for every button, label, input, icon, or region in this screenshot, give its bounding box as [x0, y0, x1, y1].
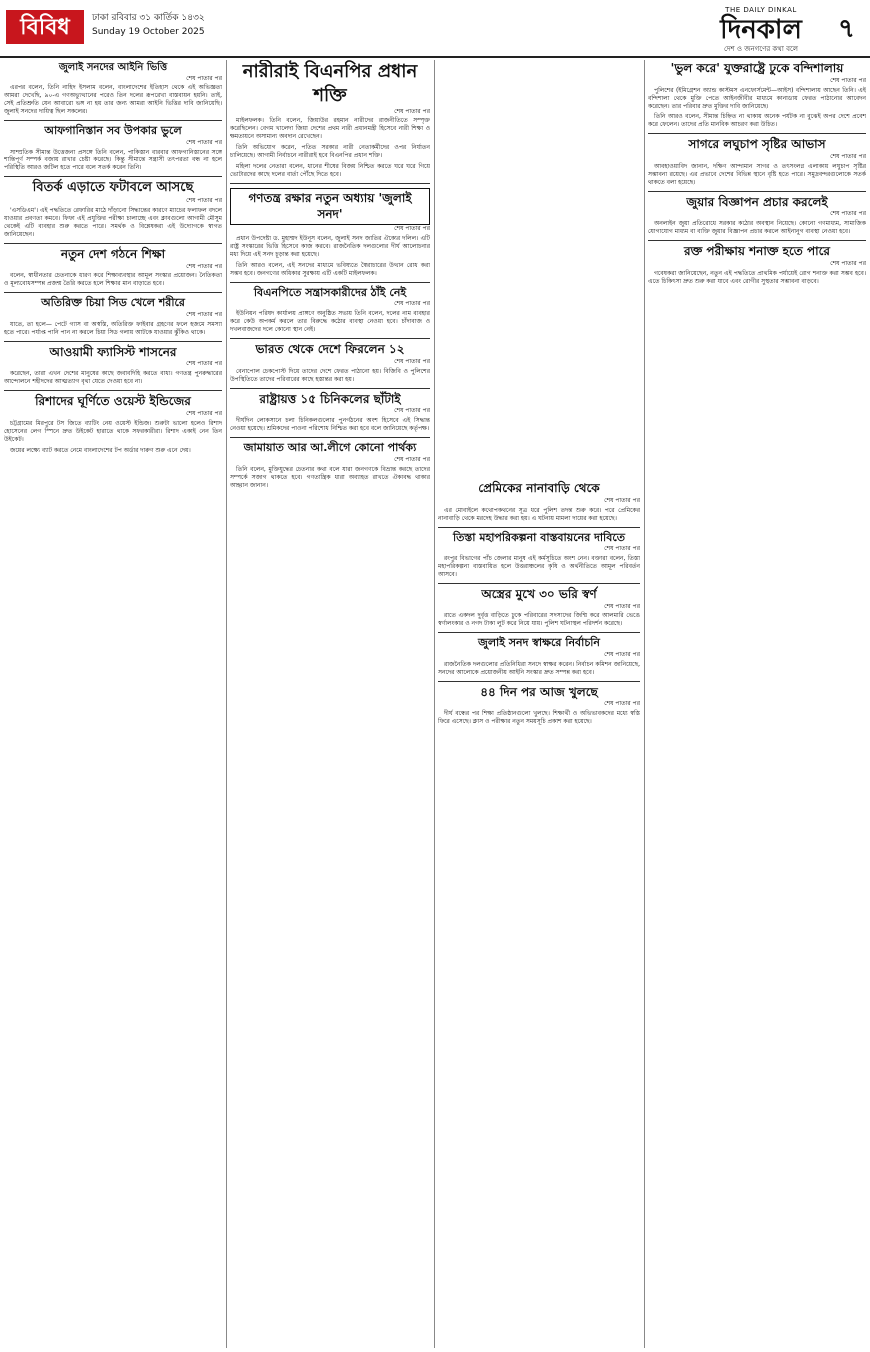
headline-teesta-plan: তিস্তা মহাপরিকল্পনা বাস্তবায়নের দাবিতে: [453, 530, 625, 544]
continued-label: শেষ পাতার পর: [186, 310, 222, 318]
article-body: রাজনৈতিক দলগুলোর প্রতিনিধিরা সনদে স্বাক্ষর করেন। নির্বাচন কমিশন জানিয়েছে, সনদের আলোকে প্রয়োজনীয় আইনি সংস্কার দ্রুত সম্পন্ন করা হবে।: [438, 660, 640, 676]
continued-label: শেষ পাতার পর: [604, 650, 640, 658]
divider: [438, 527, 640, 528]
paper-slogan: দেশ ও জনগণের কথা বলে: [723, 45, 799, 54]
article-body: চট্টগ্রামের মিরপুরে টস জিতে ব্যাটিং নেয় ওয়েস্ট ইন্ডিজ। শুরুটা ভালো হলেও রিশাদ হোসেনের লেগ স্পিনে দ্রুত উইকেট হারাতে থাকে সফরকারীরা। রিশাদ একাই নেন তিন উইকেট।: [4, 419, 222, 443]
continued-label: শেষ পাতার পর: [394, 455, 430, 463]
continued-label: শেষ পাতার পর: [830, 76, 866, 84]
headline-returned-from-india: ভারত থেকে দেশে ফিরলেন ১২: [255, 342, 405, 357]
headline-us-detention: 'ভুল করে' যুক্তরাষ্ট্রে ঢুকে বন্দিশালায়: [670, 61, 844, 75]
article-body: সাম্প্রতিক সীমান্ত উত্তেজনা প্রসঙ্গে তিনি বলেন, পাকিস্তান বারবার আফগানিস্তানের সঙ্গে শান্তিপূর্ণ সম্পর্ক বজায় রাখার চেষ্টা করেছে। কিন্তু সীমান্তে সন্ত্রাসী তৎপরতা বন্ধ না হলে পরিস্থিতি আরও জটিল হতে পারে বলে সতর্ক করেন তিনি।: [4, 148, 222, 172]
article-body: মহিলা দলের নেতারা বলেন, ধানের শীষের বিজয় নিশ্চিত করতে ঘরে ঘরে গিয়ে ভোটারদের কাছে দলের বার্তা পৌঁছে দিতে হবে।: [230, 162, 430, 178]
divider: [230, 338, 430, 339]
article-body: বলেন, স্বাধীনতার চেতনাকে ধারণ করে শিক্ষাব্যবস্থার আমূল সংস্কার প্রয়োজন। নৈতিকতা ও মূল্যবোধসম্পন্ন প্রজন্ম তৈরি করতে হলে শিক্ষার মান বাড়াতে হবে।: [4, 272, 222, 288]
headline-gold-robbery: অস্ত্রের মুখে ৩০ ভরি স্বর্ণ: [481, 586, 597, 601]
headline-jamaat-awami: জামায়াত আর আ.লীগে কোনো পার্থক্য: [243, 441, 417, 455]
article-body: 'এসডিএম'। এই পদ্ধতিতে রেফারির মাঠে দাঁড়ানো সিদ্ধান্তের কারণে ম্যাচের ফলাফল বদলে যাওয়ার প্রবণতা কমবে। ফিফা এই প্রযুক্তির পরীক্ষা চালাচ্ছে এবং ক্লাবগুলো আগামী মৌসুম থেকেই এটি ব্যবহার শুরু করতে পারে। সমর্থক ও বিশ্লেষকরা এই উদ্যোগকে স্বাগত জানিয়েছেন।: [4, 207, 222, 238]
article-body: দীর্ঘ বন্ধের পর শিক্ষা প্রতিষ্ঠানগুলো খুলছে। শিক্ষার্থী ও অভিভাবকদের মধ্যে স্বস্তি ফিরে এসেছে। ক্লাস ও পরীক্ষার নতুন সময়সূচি প্রকাশ করা হয়েছে।: [438, 710, 640, 726]
divider: [438, 681, 640, 682]
continued-label: শেষ পাতার পর: [604, 602, 640, 610]
page-number: ৭: [838, 14, 855, 44]
continued-label: শেষ পাতার পর: [186, 197, 222, 205]
article-body: রংপুর বিভাগের পাঁচ জেলার মানুষ এই কর্মসূচিতে অংশ নেন। বক্তারা বলেন, তিস্তা মহাপরিকল্পনা বাস্তবায়িত হলে উত্তরাঞ্চলের কৃষি ও অর্থনীতিতে আমূল পরিবর্তন আসবে।: [438, 555, 640, 578]
headline-lover-grandparents: প্রেমিকের নানাবাড়ি থেকে: [478, 481, 600, 495]
headline-chia-seed: অতিরিক্ত চিয়া সিড খেলে শরীরে: [41, 296, 185, 310]
column-left: [4, 60, 222, 1348]
article-body: বেনাপোল চেকপোস্ট দিয়ে তাদের দেশে ফেরত পাঠানো হয়। বিজিবি ও পুলিশের উপস্থিতিতে তাদের পরিবারের কাছে হস্তান্তর করা হয়।: [230, 367, 430, 383]
continued-label: শেষ পাতার পর: [604, 700, 640, 708]
paper-name-bangla: দিনকাল: [720, 15, 802, 46]
continued-label: শেষ পাতার পর: [186, 74, 222, 82]
divider: [4, 176, 222, 177]
continued-label: শেষ পাতার পর: [186, 360, 222, 368]
headline-july-charter-legal: জুলাই সনদের আইনি ভিত্তি: [58, 62, 168, 73]
continued-label: শেষ পাতার পর: [830, 210, 866, 218]
headline-education: নতুন দেশ গঠনে শিক্ষা: [60, 246, 166, 261]
divider: [230, 388, 430, 389]
date-bangla: ঢাকা রবিবার ৩১ কার্তিক ১৪৩২: [92, 13, 205, 23]
article-body: তিনি বলেন, মুক্তিযুদ্ধের চেতনার কথা বলে যারা জনগণকে বিভ্রান্ত করছে তাদের সম্পর্কে সজাগ থাকতে হবে। গণতান্ত্রিক ধারা অব্যাহত রাখতে ঐক্যবদ্ধ থাকার আহ্বান জানান।: [230, 465, 430, 489]
divider: [648, 240, 866, 241]
paper-name-english: THE DAILY DINKAL: [725, 6, 797, 14]
continued-label: শেষ পাতার পর: [186, 138, 222, 146]
article-body: তিনি আরও বলেন, সীমান্ত চিহ্নিত না থাকায় অনেক পর্যটক না বুঝেই অপর দেশে প্রবেশ করে ফেলেন। তাদের প্রতি মানবিক আচরণ করা উচিত।: [648, 113, 866, 129]
article-body: তিনি আরও বলেন, এই সনদের মাধ্যমে ভবিষ্যতে স্বৈরাচারের উত্থান রোধ করা সম্ভব হবে। জনগণের অধিকার সুরক্ষায় এটি একটি মাইলফলক।: [230, 262, 430, 277]
column-center-left: [230, 60, 430, 1348]
column-center-right: [438, 60, 640, 1348]
headline-afghanistan: আফগানিস্তান সব উপকার ভুলে: [44, 124, 182, 138]
divider: [230, 437, 430, 438]
article-body: মাইলফলক। তিনি বলেন, জিয়াউর রহমান নারীদের রাজনীতিতে সম্পৃক্ত করেছিলেন। বেগম খালেদা জিয়া দেশের প্রথম নারী প্রধানমন্ত্রী হিসেবে নারী শিক্ষা ও ক্ষমতায়নে অসামান্য অবদান রেখেছেন।: [230, 117, 430, 141]
article-body: পুলিশের (ইমিগ্রেশন অ্যান্ড কাস্টমস এনফোর্সমেন্ট—আইস) বন্দিশালায় আছেন তিনি। এই বন্দিশালা থেকে মুক্তি পেতে আইনজীবীর মাধ্যমে কানাডায় ফেরত পাঠানোর আবেদন করেছেন। তার পরিবার দ্রুত মুক্তির দাবি জানিয়েছে।: [648, 86, 866, 110]
section-badge: বিবিধ: [6, 10, 84, 44]
continued-label: শেষ পাতার পর: [394, 357, 430, 365]
continued-label: শেষ পাতার পর: [394, 225, 430, 233]
article-body: গবেষকরা জানিয়েছেন, নতুন এই পদ্ধতিতে প্রাথমিক পর্যায়েই রোগ শনাক্ত করা সম্ভব হবে। এতে চিকিৎসা দ্রুত শুরু করা যাবে এবং রোগীর সুস্থতার সম্ভাবনা বাড়বে।: [648, 269, 866, 285]
headline-charter-signing: জুলাই সনদ স্বাক্ষরে নির্বাচনি: [478, 636, 600, 650]
continued-label: শেষ পাতার পর: [186, 409, 222, 417]
column-right: [648, 60, 866, 1348]
continued-label: শেষ পাতার পর: [604, 496, 640, 504]
continued-label: শেষ পাতার পর: [604, 545, 640, 553]
column-divider: [226, 60, 227, 1348]
article-body: তিনি অভিযোগ করেন, পতিত সরকার নারী নেতাকর্মীদের ওপর নির্যাতন চালিয়েছে। আগামী নির্বাচনে নারীরাই হবে বিএনপির প্রধান শক্তি।: [230, 144, 430, 160]
article-body: প্রধান উপদেষ্টা ড. মুহাম্মদ ইউনূস বলেন, জুলাই সনদ জাতির ঐক্যের দলিল। এটি রাষ্ট্র সংস্কারের ভিত্তি হিসেবে কাজ করবে। রাজনৈতিক দলগুলোর দীর্ঘ আলোচনার মধ্য দিয়ে এই সনদ চূড়ান্ত করা হয়েছে।: [230, 235, 430, 259]
paper-logo: [688, 6, 834, 54]
continued-label: শেষ পাতার পর: [186, 262, 222, 270]
headline-awami-fascist: আওয়ামী ফ্যাসিস্ট শাসনের: [49, 344, 177, 359]
column-divider: [434, 60, 435, 1348]
article-body: এর মোবাইলে কথোপকথনের সূত্র ধরে পুলিশ তদন্ত শুরু করে। পরে প্রেমিকের নানাবাড়ি থেকে মরদেহ উদ্ধার করা হয়। এ ঘটনায় মামলা দায়ের করা হয়েছে।: [438, 506, 640, 522]
continued-label: শেষ পাতার পর: [394, 300, 430, 308]
continued-label: শেষ পাতার পর: [830, 259, 866, 267]
article-body: ইউনিয়ন পরিষদ কার্যালয় প্রাঙ্গণে অনুষ্ঠিত সভায় তিনি বলেন, দলের নাম ব্যবহার করে কেউ অপকর্ম করলে তার বিরুদ্ধে কঠোর ব্যবস্থা নেওয়া হবে। চাঁদাবাজ ও দখলবাজদের দলে কোনো স্থান নেই।: [230, 310, 430, 334]
continued-label: শেষ পাতার পর: [830, 153, 866, 161]
divider: [4, 341, 222, 342]
date-block: [92, 12, 292, 40]
headline-sugar-mills: রাষ্ট্রায়ত্ত ১৫ চিনিকলের ছাঁটাই: [259, 391, 401, 406]
article-body: জয়ের লক্ষ্যে ব্যাট করতে নেমে বাংলাদেশের টপ অর্ডার দারুণ শুরু এনে দেয়।: [10, 446, 191, 454]
headline-low-pressure: সাগরে লঘুচাপ সৃষ্টির আভাস: [688, 137, 826, 152]
article-body: করেছেন, তারা এখন দেশের মানুষের কাছে জবাবদিহি করতে বাধ্য। গণতন্ত্র পুনরুদ্ধারের আন্দোলনে শহীদদের আত্মত্যাগ বৃথা যেতে দেওয়া হবে না।: [4, 370, 222, 386]
date-english: Sunday 19 October 2025: [92, 26, 205, 37]
divider: [648, 191, 866, 192]
lead-headline-women-bnp: নারীরাই বিএনপির প্রধান শক্তি: [242, 61, 418, 106]
headline-gambling-ads: জুয়ার বিজ্ঞাপন প্রচার করলেই: [686, 194, 828, 209]
divider: [648, 133, 866, 134]
divider: [4, 390, 222, 391]
column-divider: [644, 60, 645, 1348]
continued-label: শেষ পাতার পর: [394, 407, 430, 415]
boxed-headline-july-charter: গণতন্ত্র রক্ষার নতুন অধ্যায় 'জুলাই সনদ': [230, 188, 430, 226]
continued-label: শেষ পাতার পর: [394, 107, 430, 115]
article-body: অনলাইন জুয়া প্রতিরোধে সরকার কঠোর অবস্থান নিয়েছে। কোনো গণমাধ্যম, সামাজিক যোগাযোগ মাধ্যম বা ব্যক্তি জুয়ার বিজ্ঞাপন প্রচার করলে আইনানুগ ব্যবস্থা নেওয়া হবে।: [648, 220, 866, 236]
headline-reopening: ৪৪ দিন পর আজ খুলছে: [480, 684, 598, 699]
divider: [438, 583, 640, 584]
divider: [4, 243, 222, 244]
spacer: [438, 60, 640, 480]
article-body: দীর্ঘদিন লোকসানে চলা চিনিকলগুলোর পুনর্গঠনের অংশ হিসেবে এই সিদ্ধান্ত নেওয়া হয়েছে। শ্রমিকদের পাওনা পরিশোধ নিশ্চিত করা হবে বলে জানিয়েছে কর্তৃপক্ষ।: [230, 417, 430, 433]
article-body: আবহাওয়াবিদ জানান, দক্ষিণ আন্দামান সাগর ও তৎসংলগ্ন এলাকায় লঘুচাপ সৃষ্টির সম্ভাবনা রয়েছে। এর প্রভাবে দেশের বিভিন্ন স্থানে বৃষ্টি হতে পারে। সমুদ্রবন্দরগুলোকে সতর্ক থাকতে বলা হয়েছে।: [648, 162, 866, 186]
article-body: রাতে একদল দুর্বৃত্ত বাড়িতে ঢুকে পরিবারের সদস্যদের জিম্মি করে আলমারি ভেঙে স্বর্ণালংকার ও নগদ টাকা লুট করে নিয়ে যায়। পুলিশ ঘটনাস্থল পরিদর্শন করেছে।: [438, 612, 640, 628]
article-body: যাতে, তা হলে— পেটে গ্যাস বা অস্বস্তি, অতিরিক্ত ফাইবার গ্রহণের ফলে হজমে সমস্যা হতে পারে। পর্যাপ্ত পানি পান না করলে চিয়া সিড গলায় আটকে যাওয়ার ঝুঁকিও থাকে।: [4, 320, 222, 336]
headline-blood-test: রক্ত পরীক্ষায় শনাক্ত হতে পারে: [684, 244, 830, 259]
divider: [230, 282, 430, 283]
headline-rishad-west-indies: রিশাদের ঘূর্ণিতে ওয়েস্ট ইন্ডিজের: [35, 394, 191, 409]
divider: [4, 120, 222, 121]
divider: [230, 183, 430, 184]
headline-bnp-no-place: বিএনপিতে সন্ত্রাসকারীদের ঠাঁই নেই: [253, 285, 407, 299]
divider: [4, 292, 222, 293]
headline-football-tech: বিতর্ক এড়াতে ফটাবলে আসছে: [32, 180, 194, 196]
divider: [438, 632, 640, 633]
masthead: [0, 0, 870, 58]
article-body: এরপর বলেন, তিনি নাহিদ ইসলাম বলেন, বাংলাদেশের ইতিহাস থেকে এই অভিজ্ঞতা আমরা দেখেছি, ৯০-এ গণঅভ্যুত্থানের পরেও তিন দলের রূপরেখা বাস্তবায়ন হয়নি। তাই, সেই প্রতিশ্রুতি যেন আবারো ভঙ্গ না হয় তার জন্য আমরা আইনি ভিত্তির দাবি জানিয়েছি। জুলাই সনদের দায়িত্ব ছিল সকলের।: [4, 84, 222, 116]
